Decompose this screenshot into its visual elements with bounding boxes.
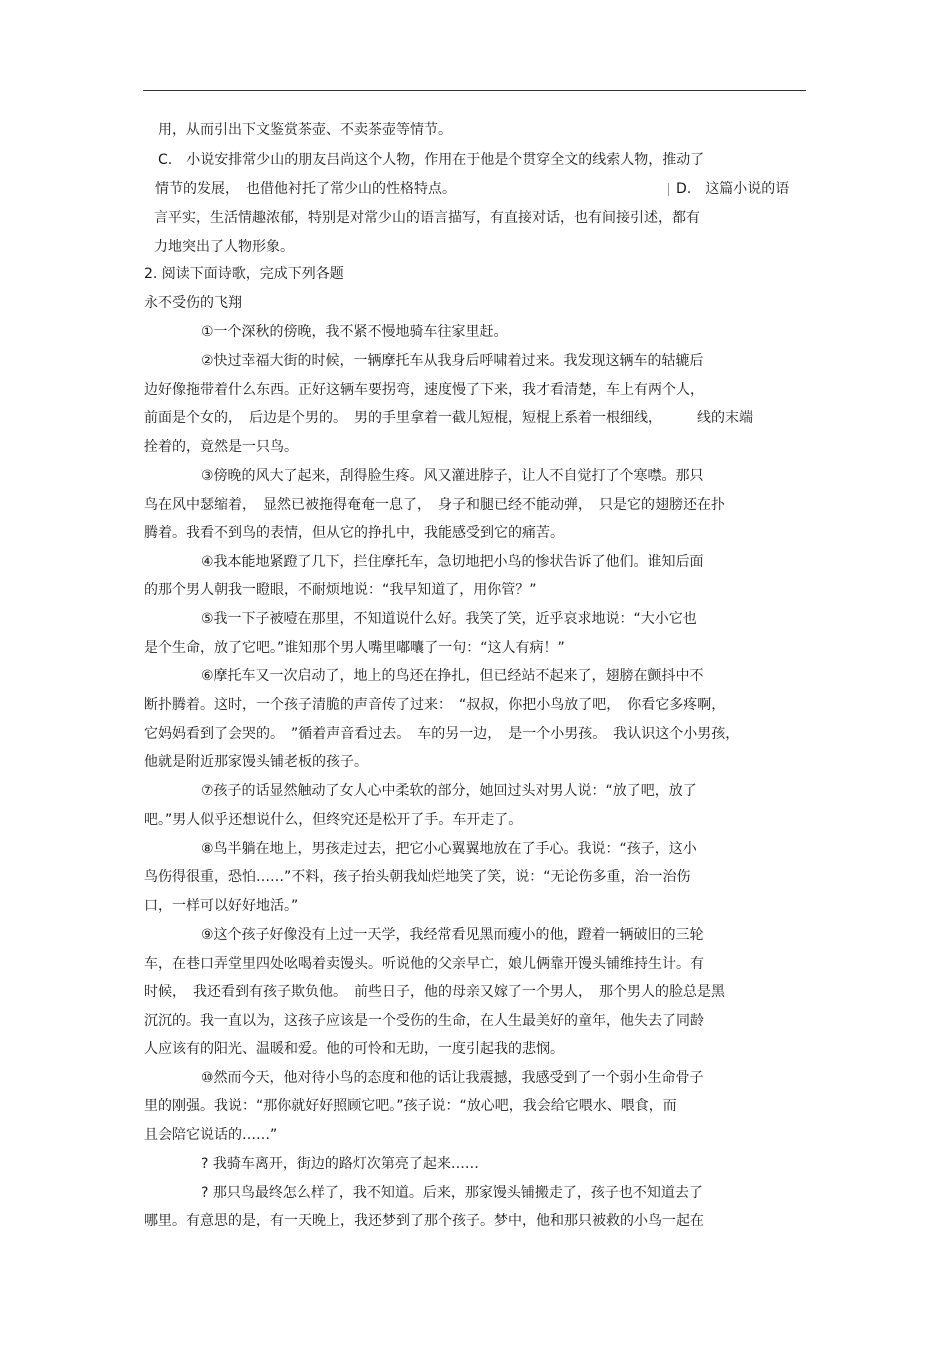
question-heading: 2. 阅读下面诗歌，完成下列各题 — [144, 266, 344, 282]
paragraph-line: 它妈妈看到了会哭的。 ”循着声音看过去。 车的另一边， 是一个小男孩。 我认识这个小男孩， — [144, 726, 740, 742]
paragraph-line: 鸟在风中瑟缩着， 显然已被拖得奄奄一息了， 身子和腿已经不能动弹， 只是它的翅膀还在扑 — [144, 497, 725, 513]
text-line: 言平实，生活情趣浓郁，特别是对常少山的语言描写，有直接对话，也有间接引述，都有 — [154, 210, 700, 226]
paragraph-line: ⑩然而今天，他对待小鸟的态度和他的话让我震撼，我感受到了一个弱小生命骨子 — [201, 1070, 704, 1086]
paragraph-line: ⑧鸟半躺在地上，男孩走过去，把它小心翼翼地放在了手心。我说：“孩子，这小 — [201, 841, 697, 857]
paragraph-line: ⑨这个孩子好像没有上过一天学，我经常看见黑而瘦小的他，蹬着一辆破旧的三轮 — [201, 927, 704, 943]
paragraph-line: 口，一样可以好好地活。” — [144, 898, 299, 914]
paragraph-line: ③傍晚的风大了起来，刮得脸生疼。风又灌进脖子，让人不自觉打了个寒噤。那只 — [201, 468, 704, 484]
text-line: 情节的发展， 也借他衬托了常少山的性格特点。 — [155, 181, 456, 197]
paragraph-line: 哪里。有意思的是，有一天晚上，我还梦到了那个孩子。梦中，他和那只被救的小鸟一起在 — [144, 1213, 704, 1229]
option-c-line: C. 小说安排常少山的朋友吕尚这个人物，作用在于他是个贯穿全文的线索人物，推动了 — [158, 152, 705, 168]
option-d-line: D. 这篇小说的语 — [676, 181, 790, 197]
paragraph-line: 断扑腾着。这时，一个孩子清脆的声音传了过来： “叔叔，你把小鸟放了吧， 你看它多疼啊， — [144, 697, 726, 713]
paragraph-line: 鸟伤得很重，恐怕……”不料，孩子抬头朝我灿烂地笑了笑，说：“无论伤多重，治一治伤 — [144, 869, 691, 885]
paragraph-line: 他就是附近那家馒头铺老板的孩子。 — [144, 754, 368, 770]
paragraph-line: 拴着的，竟然是一只鸟。 — [144, 439, 298, 455]
paragraph-line: 的那个男人朝我一瞪眼，不耐烦地说：“我早知道了，用你管？” — [144, 582, 537, 598]
header-rule — [143, 90, 806, 91]
paragraph-line: 沉沉的。我一直以为，这孩子应该是一个受伤的生命，在人生最美好的童年，他失去了同龄 — [144, 1013, 704, 1029]
paragraph-line: 边好像拖带着什么东西。正好这辆车要拐弯，速度慢了下来，我才看清楚，车上有两个人， — [144, 382, 704, 398]
paragraph-line: 人应该有的阳光、温暖和爱。他的可怜和无助，一度引起我的悲悯。 — [144, 1041, 564, 1057]
paragraph-line: 车，在巷口弄堂里四处吆喝着卖馒头。听说他的父亲早亡，娘儿俩靠开馒头铺维持生计。有 — [144, 956, 704, 972]
paragraph-line: 吧。”男人似乎还想说什么，但终究还是松开了手。车开走了。 — [144, 812, 523, 828]
passage-title: 永不受伤的飞翔 — [144, 295, 242, 311]
paragraph-line: ④我本能地紧蹬了几下，拦住摩托车，急切地把小鸟的惨状告诉了他们。谁知后面 — [201, 554, 704, 570]
paragraph-line: 且会陪它说话的……” — [144, 1127, 278, 1143]
text-line: 用，从而引出下文鉴赏茶壶、不卖茶壶等情节。 — [158, 122, 452, 138]
paragraph-line: 前面是个女的， 后边是个男的。 男的手里拿着一截儿短棍，短棍上系着一根细线， 线的末端 — [144, 410, 753, 426]
paragraph-line: 是个生命，放了它吧。”谁知那个男人嘴里嘟囔了一句：“这人有病！” — [144, 640, 565, 656]
paragraph-line: ①一个深秋的傍晚，我不紧不慢地骑车往家里赶。 — [201, 324, 508, 340]
paragraph-line: ? 我骑车离开，街边的路灯次第亮了起来…… — [201, 1156, 479, 1172]
paragraph-line: ? 那只鸟最终怎么样了，我不知道。后来，那家馒头铺搬走了，孩子也不知道去了 — [201, 1185, 703, 1201]
text-line: 力地突出了人物形象。 — [154, 239, 294, 255]
paragraph-line: ⑦孩子的话显然触动了女人心中柔软的部分，她回过头对男人说：“放了吧，放了 — [201, 783, 697, 799]
paragraph-line: 里的刚强。我说：“那你就好好照顾它吧。”孩子说：“放心吧，我会给它喂水、喂食，而 — [144, 1098, 677, 1114]
paragraph-line: ⑥摩托车又一次启动了，地上的鸟还在挣扎，但已经站不起来了，翅膀在颤抖中不 — [201, 668, 704, 684]
paragraph-line: 腾着。我看不到鸟的表情，但从它的挣扎中，我能感受到它的痛苦。 — [144, 525, 564, 541]
text-cursor-mark — [668, 183, 669, 196]
paragraph-line: ⑤我一下子被噎在那里，不知道说什么好。我笑了笑，近乎哀求地说：“大小它也 — [201, 611, 697, 627]
paragraph-line: 时候， 我还看到有孩子欺负他。 前些日子，他的母亲又嫁了一个男人， 那个男人的脸总是黑 — [144, 984, 725, 1000]
paragraph-line: ②快过幸福大街的时候，一辆摩托车从我身后呼啸着过来。我发现这辆车的轱辘后 — [201, 353, 704, 369]
